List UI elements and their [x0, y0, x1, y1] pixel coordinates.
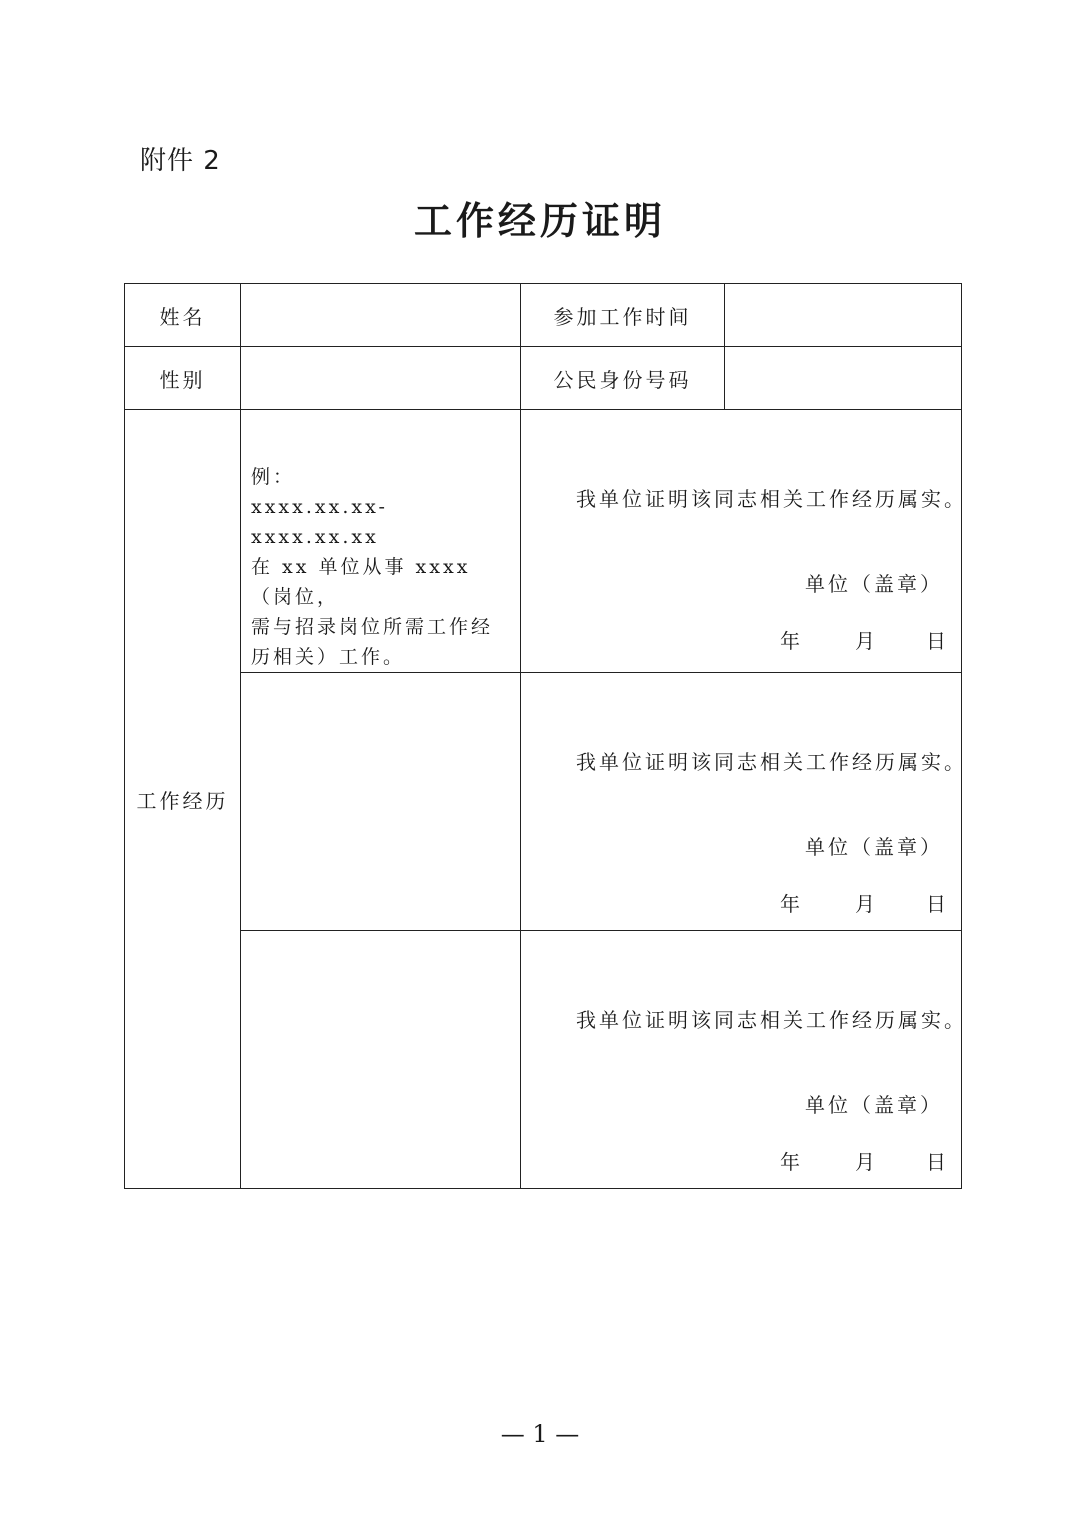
name-label: 姓名: [125, 284, 241, 347]
work-start-field[interactable]: [725, 284, 962, 347]
certification-statement: 我单位证明该同志相关工作经历属实。: [576, 487, 967, 511]
certification-cell-3: [521, 931, 967, 1189]
document-title: 工作经历证明: [413, 199, 666, 243]
day-label: 日: [926, 1150, 949, 1174]
date-line: [780, 888, 949, 917]
gender-label: 性别: [125, 347, 241, 410]
day-label: 日: [926, 629, 949, 653]
certification-statement: 我单位证明该同志相关工作经历属实。: [576, 1008, 967, 1032]
example-line: xxxx.xx.xx-xxxx.xx.xx: [251, 496, 388, 548]
work-start-label: 参加工作时间: [521, 284, 725, 347]
month-label: 月: [855, 629, 878, 653]
work-experience-form: [124, 283, 967, 1189]
date-line: [780, 1146, 949, 1175]
experience-entry-2[interactable]: [241, 673, 521, 931]
certification-statement: 我单位证明该同志相关工作经历属实。: [576, 750, 967, 774]
example-line: 历相关）工作。: [251, 646, 406, 668]
seal-label: 单位（盖章）: [805, 572, 943, 596]
example-line: 在 xx 单位从事 xxxx（岗位，: [251, 556, 471, 608]
month-label: 月: [855, 1150, 878, 1174]
example-text: [251, 410, 510, 672]
name-field[interactable]: [241, 284, 521, 347]
page-number: — 1 —: [500, 1420, 580, 1448]
id-number-field[interactable]: [725, 347, 962, 410]
year-label: 年: [780, 892, 803, 916]
seal-label: 单位（盖章）: [805, 835, 943, 859]
seal-label: 单位（盖章）: [805, 1093, 943, 1117]
month-label: 月: [855, 892, 878, 916]
certification-cell-1: [521, 410, 967, 673]
gender-field[interactable]: [241, 347, 521, 410]
attachment-label: 附件 2: [140, 146, 221, 176]
certification-cell-2: [521, 673, 967, 931]
year-label: 年: [780, 1150, 803, 1174]
experience-label: 工作经历: [125, 410, 241, 1189]
example-line: 例：: [251, 466, 296, 488]
date-line: [780, 625, 949, 654]
experience-entry-3[interactable]: [241, 931, 521, 1189]
day-label: 日: [926, 892, 949, 916]
id-number-label: 公民身份号码: [521, 347, 725, 410]
example-line: 需与招录岗位所需工作经: [251, 616, 494, 638]
experience-entry-1[interactable]: [241, 410, 521, 673]
year-label: 年: [780, 629, 803, 653]
